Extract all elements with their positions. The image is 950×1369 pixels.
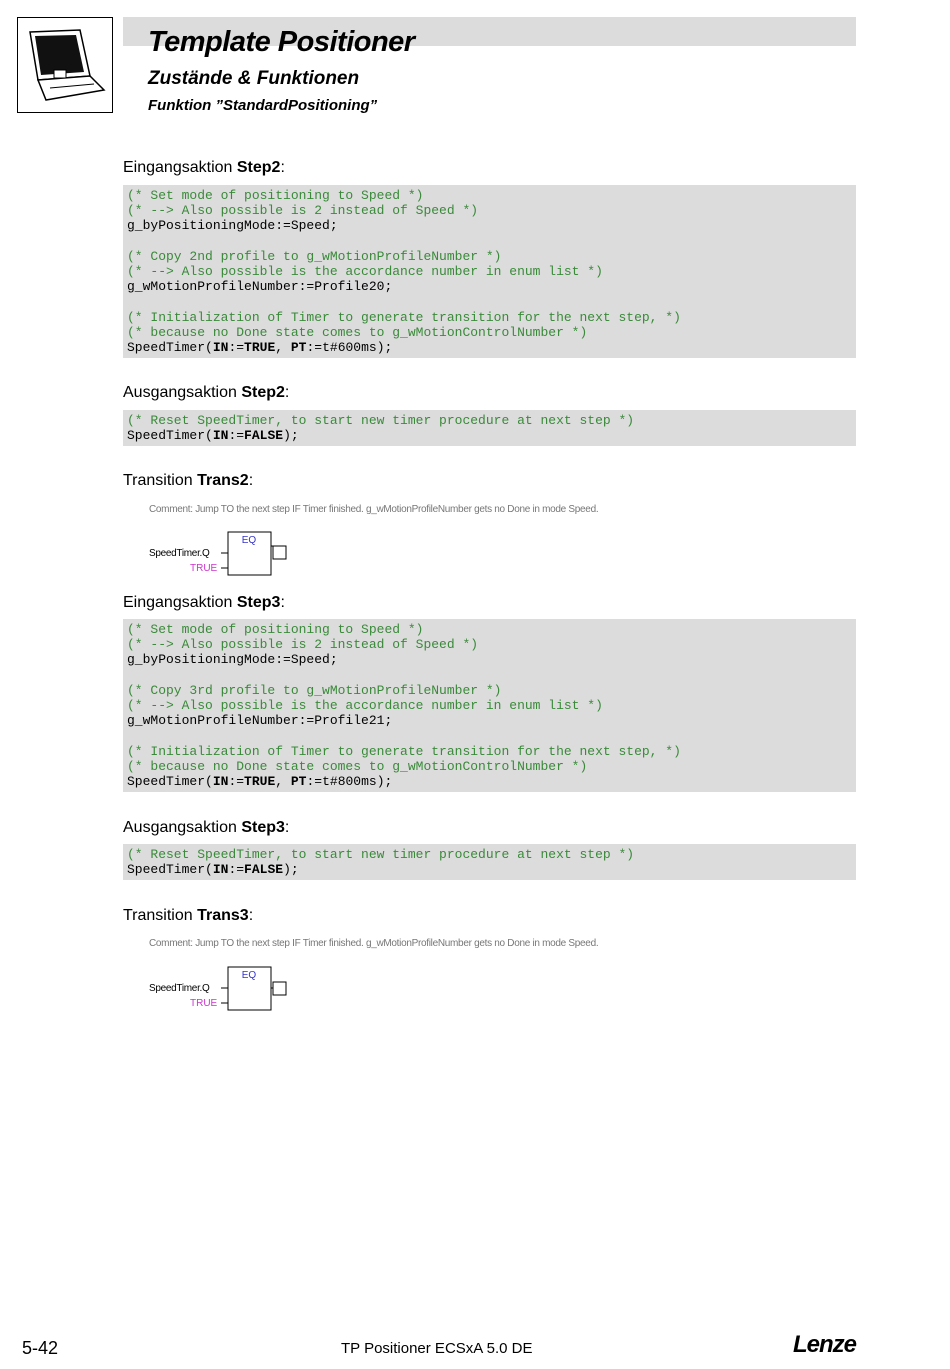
code-block: (* Reset SpeedTimer, to start new timer procedure at next step *) SpeedTimer(IN:=FALSE); [123,844,856,880]
transition-comment: Comment: Jump TO the next step IF Timer finished. g_wMotionProfileNumber gets no Done in mode Speed. [149,504,599,515]
laptop-icon [17,17,113,113]
code-block: (* Reset SpeedTimer, to start new timer procedure at next step *) SpeedTimer(IN:=FALSE); [123,410,856,446]
transition-comment: Comment: Jump TO the next step IF Timer finished. g_wMotionProfileNumber gets no Done in mode Speed. [149,938,599,949]
fbd-input-2: TRUE [190,563,218,574]
fbd-diagram [147,965,297,1013]
lenze-logo: Lenze [793,1331,857,1358]
section-heading: Ausgangsaktion Step3: [123,819,290,836]
fbd-block-label: EQ [241,535,257,546]
section-heading: Transition Trans3: [123,907,254,924]
section-heading: Ausgangsaktion Step2: [123,384,290,401]
code-block: (* Set mode of positioning to Speed *) (* --> Also possible is 2 instead of Speed *) g_byPositioningMode:=Speed; (* Copy 2nd profile to g_wMotionProfileNumber *) (* --> Also possible is the accordance number in enum list *) g_wMotionProfileNumber:=Profile20; (* Initialization of Timer to generate transition for the next step, *) (* because no Done state comes to g_wMotionControlNumber *) SpeedTimer(IN:=TRUE, PT:=t#600ms); [123,185,856,358]
section-heading: Eingangsaktion Step2: [123,159,285,176]
page-title: Template Positioner [148,26,415,58]
fbd-input-1: SpeedTimer.Q [149,548,210,559]
fbd-input-1: SpeedTimer.Q [149,983,210,994]
code-block: (* Set mode of positioning to Speed *) (* --> Also possible is 2 instead of Speed *) g_byPositioningMode:=Speed; (* Copy 3rd profile to g_wMotionProfileNumber *) (* --> Also possible is the accordance number in enum list *) g_wMotionProfileNumber:=Profile21; (* Initialization of Timer to generate transition for the next step, *) (* because no Done state comes to g_wMotionControlNumber *) SpeedTimer(IN:=TRUE, PT:=t#800ms); [123,619,856,792]
section-heading: Transition Trans2: [123,472,254,489]
fbd-input-2: TRUE [190,998,218,1009]
section-heading: Eingangsaktion Step3: [123,594,285,611]
fbd-diagram [147,530,297,578]
document-title: TP Positioner ECSxA 5.0 DE [341,1340,533,1357]
page-subtitle: Zustände & Funktionen [148,68,360,89]
page-subsubtitle: Funktion ”StandardPositioning” [148,97,378,114]
fbd-block-label: EQ [241,970,257,981]
page-number: 5-42 [22,1338,59,1358]
